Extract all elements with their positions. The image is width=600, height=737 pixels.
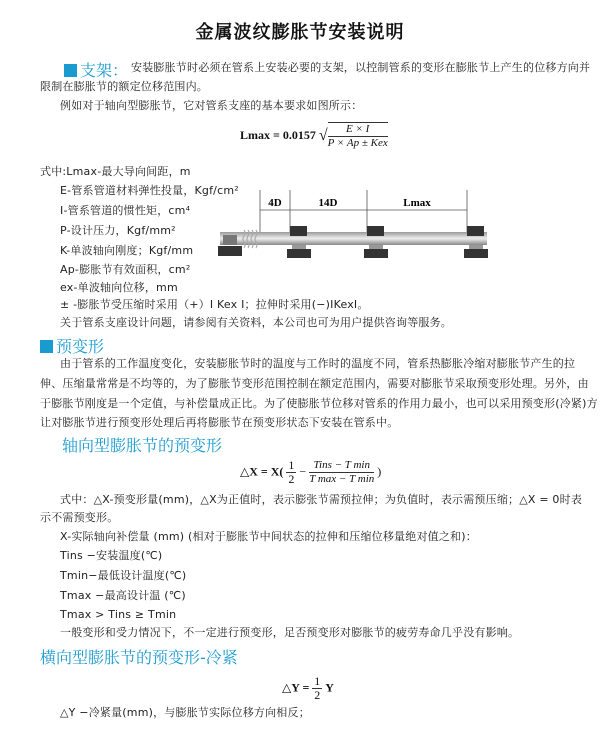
heading-text: 支架： xyxy=(80,61,129,80)
formula-lhs: △X = X( xyxy=(240,464,284,479)
formula-rhs: Y xyxy=(325,680,334,695)
definition: 式中:Lmax-最大导向间距，m xyxy=(40,165,191,178)
half-numerator: 1 xyxy=(288,458,295,472)
definition: Tins −安装温度(℃) xyxy=(60,549,163,562)
sqrt-icon: √ xyxy=(318,127,328,144)
paragraph-line: 示不需预变形。 xyxy=(40,511,119,524)
dim-label-14d: 14D xyxy=(318,197,338,209)
definition: E-管系管道材料弹性投量，Kgf/cm² xyxy=(60,184,239,197)
definition: Tmin−最低设计温度(℃) xyxy=(60,569,187,582)
page-title: 金属波纹膨胀节安装说明 xyxy=(195,22,405,43)
definition: Tmax −最高设计温 (℃) xyxy=(60,589,186,602)
formula-numerator: Tins − T min xyxy=(309,459,374,473)
dim-label-4d: 4D xyxy=(268,197,282,209)
formula-numerator: 1 xyxy=(314,674,321,688)
paragraph-line: 限制在膨胀节的额定位移范围内。 xyxy=(40,80,208,93)
pipe xyxy=(220,232,487,245)
definition: 关于管系支座设计问题，请参阅有关资料，本公司也可为用户提供咨询等服务。 xyxy=(60,316,452,329)
definition: K-单波轴向刚度；Kgf/mm xyxy=(60,244,194,257)
paragraph-line: 式中：△X-预变形量(mm)，△X为正值时，表示膨张节需预拉伸；为负值时，表示需预压缩；△X = 0时表 xyxy=(60,493,583,506)
square-bullet-icon xyxy=(64,64,77,77)
close-paren: ) xyxy=(377,464,382,479)
paragraph-line: 让对膨胀节进行预变形处理后再将膨胀节在预变形状态下安装在管系中。 xyxy=(40,416,399,429)
section-heading-lateral: 横向型膨胀节的预变形-冷紧 xyxy=(40,648,238,667)
formula-lhs: Lmax = 0.0157 xyxy=(240,127,316,142)
paragraph-line: 于膨胀节刚度是一个定值，与补偿量成正比。为了使膨胀节位移对管系的作用力最小，也可以采用预变形(冷紧)方 xyxy=(40,397,598,410)
formula-delta-x xyxy=(240,459,381,486)
definition: I-管系管道的惯性矩，cm⁴ xyxy=(60,204,191,217)
definition: ex-单波轴向位移，mm xyxy=(60,281,178,294)
formula-delta-y xyxy=(282,675,334,702)
half-denominator: 2 xyxy=(288,472,295,486)
dimension-lines xyxy=(260,190,467,232)
section-heading-support xyxy=(64,58,128,81)
paragraph-line: 伸、压缩量常常是不均等的，为了膨胀节变形范围控制在额定范围内，需要对膨胀节采取预变形处理。另外，由 xyxy=(40,377,589,390)
definition: ± -膨胀节受压缩时采用（+）I Kex I；拉伸时采用(−)IKexI。 xyxy=(60,298,369,311)
paragraph-line: 安装膨胀节时必须在管系上安装必要的支架，以控制管系的变形在膨胀节上产生的位移方向并 xyxy=(131,61,591,74)
formula-lmax xyxy=(240,122,388,150)
paragraph-line: 由于管系的工作温度变化，安装膨胀节时的温度与工作时的温度不同，管系热膨胀冷缩对膨胀节产生的拉 xyxy=(60,357,576,370)
support-diagram xyxy=(215,190,495,260)
definition: X-实际轴向补偿量 (mm) (相对于膨胀节中间状态的拉伸和压缩位移量绝对值之和)： xyxy=(60,530,477,543)
paragraph-line: 一般变形和受力情况下，不一定进行预变形，足否预变形对膨胀节的疲劳寿命几乎没有影响。 xyxy=(60,626,520,639)
definition: Ap-膨胀节有效面积，cm² xyxy=(60,263,191,276)
dim-label-lmax: Lmax xyxy=(403,197,431,209)
formula-denominator: P × Ap ± Kex xyxy=(327,137,388,149)
formula-numerator: E × I xyxy=(328,123,388,137)
definition: Tmax > Tins ≥ Tmin xyxy=(60,608,177,621)
heading-text: 预变形 xyxy=(56,337,105,356)
formula-lhs: △Y = xyxy=(282,680,313,695)
paragraph-line: 例如对于轴向型膨胀节，它对管系支座的基本要求如图所示： xyxy=(60,99,363,112)
definition: P-设计压力，Kgf/mm² xyxy=(60,224,176,237)
section-heading-predeform xyxy=(40,334,104,357)
section-heading-axial: 轴向型膨胀节的预变形 xyxy=(62,436,223,455)
minus-sign: − xyxy=(299,464,307,479)
formula-denominator: T max − T min xyxy=(309,473,375,485)
definition: △Y −冷紧量(mm)，与膨胀节实际位移方向相反； xyxy=(60,706,310,719)
square-bullet-icon xyxy=(40,340,53,353)
formula-denominator: 2 xyxy=(314,688,321,702)
